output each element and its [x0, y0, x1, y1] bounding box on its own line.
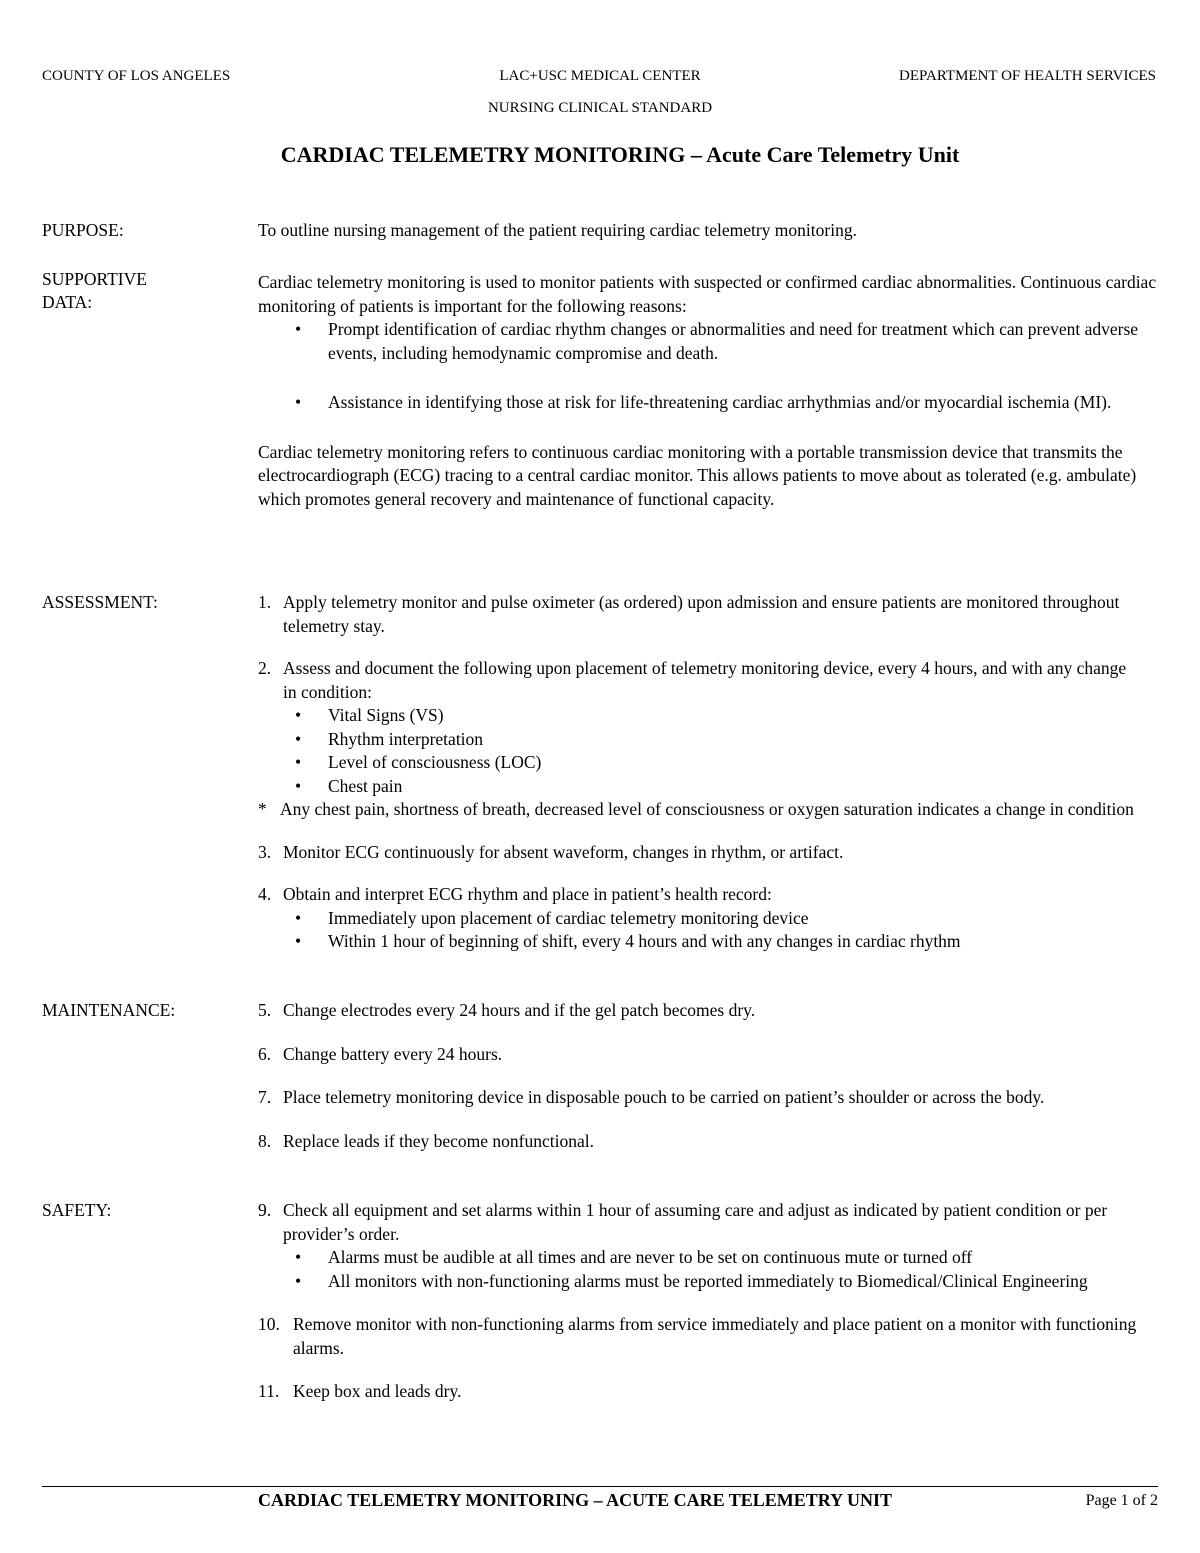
note-marker: *	[258, 799, 267, 819]
item-text: Assess and document the following upon placement of telemetry monitoring device, every 4 hours, and with any change in condition:	[283, 658, 1127, 702]
item-text: Keep box and leads dry.	[293, 1381, 462, 1401]
supportive-bullet: • Assistance in identifying those at risk for life-threatening cardiac arrhythmias and/or myocardial ischemia (MI).	[258, 391, 1163, 415]
document-title: CARDIAC TELEMETRY MONITORING – Acute Care Telemetry Unit	[280, 142, 960, 167]
assessment-bullet: • Within 1 hour of beginning of shift, every 4 hours and with any changes in cardiac rhythm	[258, 930, 1163, 954]
supportive-label-line1: SUPPORTIVE	[42, 269, 147, 289]
supportive-label	[42, 268, 147, 314]
supportive-label-line2: DATA:	[42, 292, 93, 312]
safety-section	[258, 1199, 1163, 1404]
assessment-item-3	[258, 841, 1163, 865]
item-number: 10.	[258, 1314, 280, 1334]
item-number: 4.	[258, 884, 272, 904]
assessment-note	[258, 798, 1163, 822]
safety-bullet: • All monitors with non-functioning alarms must be reported immediately to Biomedical/Clinical Engineering	[258, 1270, 1163, 1294]
header-department: DEPARTMENT OF HEALTH SERVICES	[899, 68, 1156, 84]
header-center: LAC+USC MEDICAL CENTER	[499, 68, 701, 84]
maintenance-item-8	[258, 1130, 1163, 1154]
purpose-label: PURPOSE:	[42, 220, 124, 240]
item-number: 7.	[258, 1087, 272, 1107]
safety-label: SAFETY:	[42, 1200, 112, 1220]
safety-bullet: • Alarms must be audible at all times and are never to be set on continuous mute or turned off	[258, 1246, 1163, 1270]
footer-page-number: Page 1 of 2	[1085, 1492, 1158, 1509]
header-subtitle: NURSING CLINICAL STANDARD	[487, 100, 713, 116]
assessment-bullet: • Level of consciousness (LOC)	[258, 751, 1163, 775]
supportive-bullet: • Prompt identification of cardiac rhythm changes or abnormalities and need for treatment which can prevent adverse events, including hemodynamic compromise and death.	[258, 318, 1163, 365]
purpose-section	[258, 219, 1163, 243]
item-text: Replace leads if they become nonfunctional.	[283, 1130, 594, 1151]
item-text: Place telemetry monitoring device in disposable pouch to be carried on patient’s shoulder or across the body.	[283, 1087, 1045, 1107]
item-text: Change battery every 24 hours.	[283, 1043, 503, 1064]
item-text: Apply telemetry monitor and pulse oximeter (as ordered) upon admission and ensure patients are monitored throughout telemetry stay.	[283, 592, 1120, 636]
supportive-section	[258, 271, 1163, 511]
item-number: 11.	[258, 1381, 280, 1401]
assessment-bullet: • Vital Signs (VS)	[258, 704, 1163, 728]
item-number: 8.	[258, 1130, 272, 1151]
item-text: Obtain and interpret ECG rhythm and place in patient’s health record:	[283, 884, 772, 904]
assessment-bullet: • Rhythm interpretation	[258, 728, 1163, 752]
purpose-text: To outline nursing management of the patient requiring cardiac telemetry monitoring.	[258, 220, 857, 240]
maintenance-item-6	[258, 1043, 1163, 1067]
supportive-paragraph: Cardiac telemetry monitoring refers to continuous cardiac monitoring with a portable transmission device that transmits the electrocardiograph (ECG) tracing to a central cardiac monitor. This allows patients to move about as tolerated (e.g. ambulate) which promotes general recovery and maintenance of functional capacity.	[258, 441, 1137, 509]
item-number: 5.	[258, 1000, 272, 1020]
item-number: 1.	[258, 592, 272, 612]
assessment-item-2	[258, 657, 1163, 704]
safety-item-9	[258, 1199, 1163, 1246]
item-text: Remove monitor with non-functioning alarms from service immediately and place patient on a monitor with functioning alarms.	[293, 1314, 1137, 1358]
supportive-intro: Cardiac telemetry monitoring is used to monitor patients with suspected or confirmed cardiac abnormalities. Continuous cardiac monitoring of patients is important for the following reasons:	[258, 272, 1157, 316]
item-number: 6.	[258, 1043, 272, 1064]
item-number: 2.	[258, 658, 272, 678]
assessment-bullet: • Immediately upon placement of cardiac telemetry monitoring device	[258, 907, 1163, 931]
item-text: Monitor ECG continuously for absent waveform, changes in rhythm, or artifact.	[283, 841, 844, 862]
assessment-item-4	[258, 883, 1163, 907]
footer-divider	[42, 1486, 1158, 1487]
safety-item-11	[258, 1380, 1163, 1404]
footer-title: CARDIAC TELEMETRY MONITORING – ACUTE CARE TELEMETRY UNIT	[258, 1490, 892, 1510]
item-text: Check all equipment and set alarms within 1 hour of assuming care and adjust as indicated by patient condition or per provider’s order.	[283, 1200, 1108, 1244]
maintenance-section	[258, 999, 1163, 1153]
assessment-label: ASSESSMENT:	[42, 592, 158, 612]
item-text: Change electrodes every 24 hours and if the gel patch becomes dry.	[283, 1000, 756, 1020]
header-county: COUNTY OF LOS ANGELES	[42, 68, 231, 84]
maintenance-item-7	[258, 1086, 1163, 1110]
assessment-item-1	[258, 591, 1163, 638]
maintenance-label: MAINTENANCE:	[42, 1000, 176, 1020]
item-number: 3.	[258, 841, 272, 862]
safety-item-10	[258, 1313, 1163, 1360]
maintenance-item-5	[258, 999, 1163, 1023]
assessment-bullet: • Chest pain	[258, 775, 1163, 799]
item-number: 9.	[258, 1200, 272, 1220]
note-text: Any chest pain, shortness of breath, decreased level of consciousness or oxygen saturation indicates a change in condition	[280, 799, 1134, 819]
assessment-section	[258, 591, 1163, 954]
